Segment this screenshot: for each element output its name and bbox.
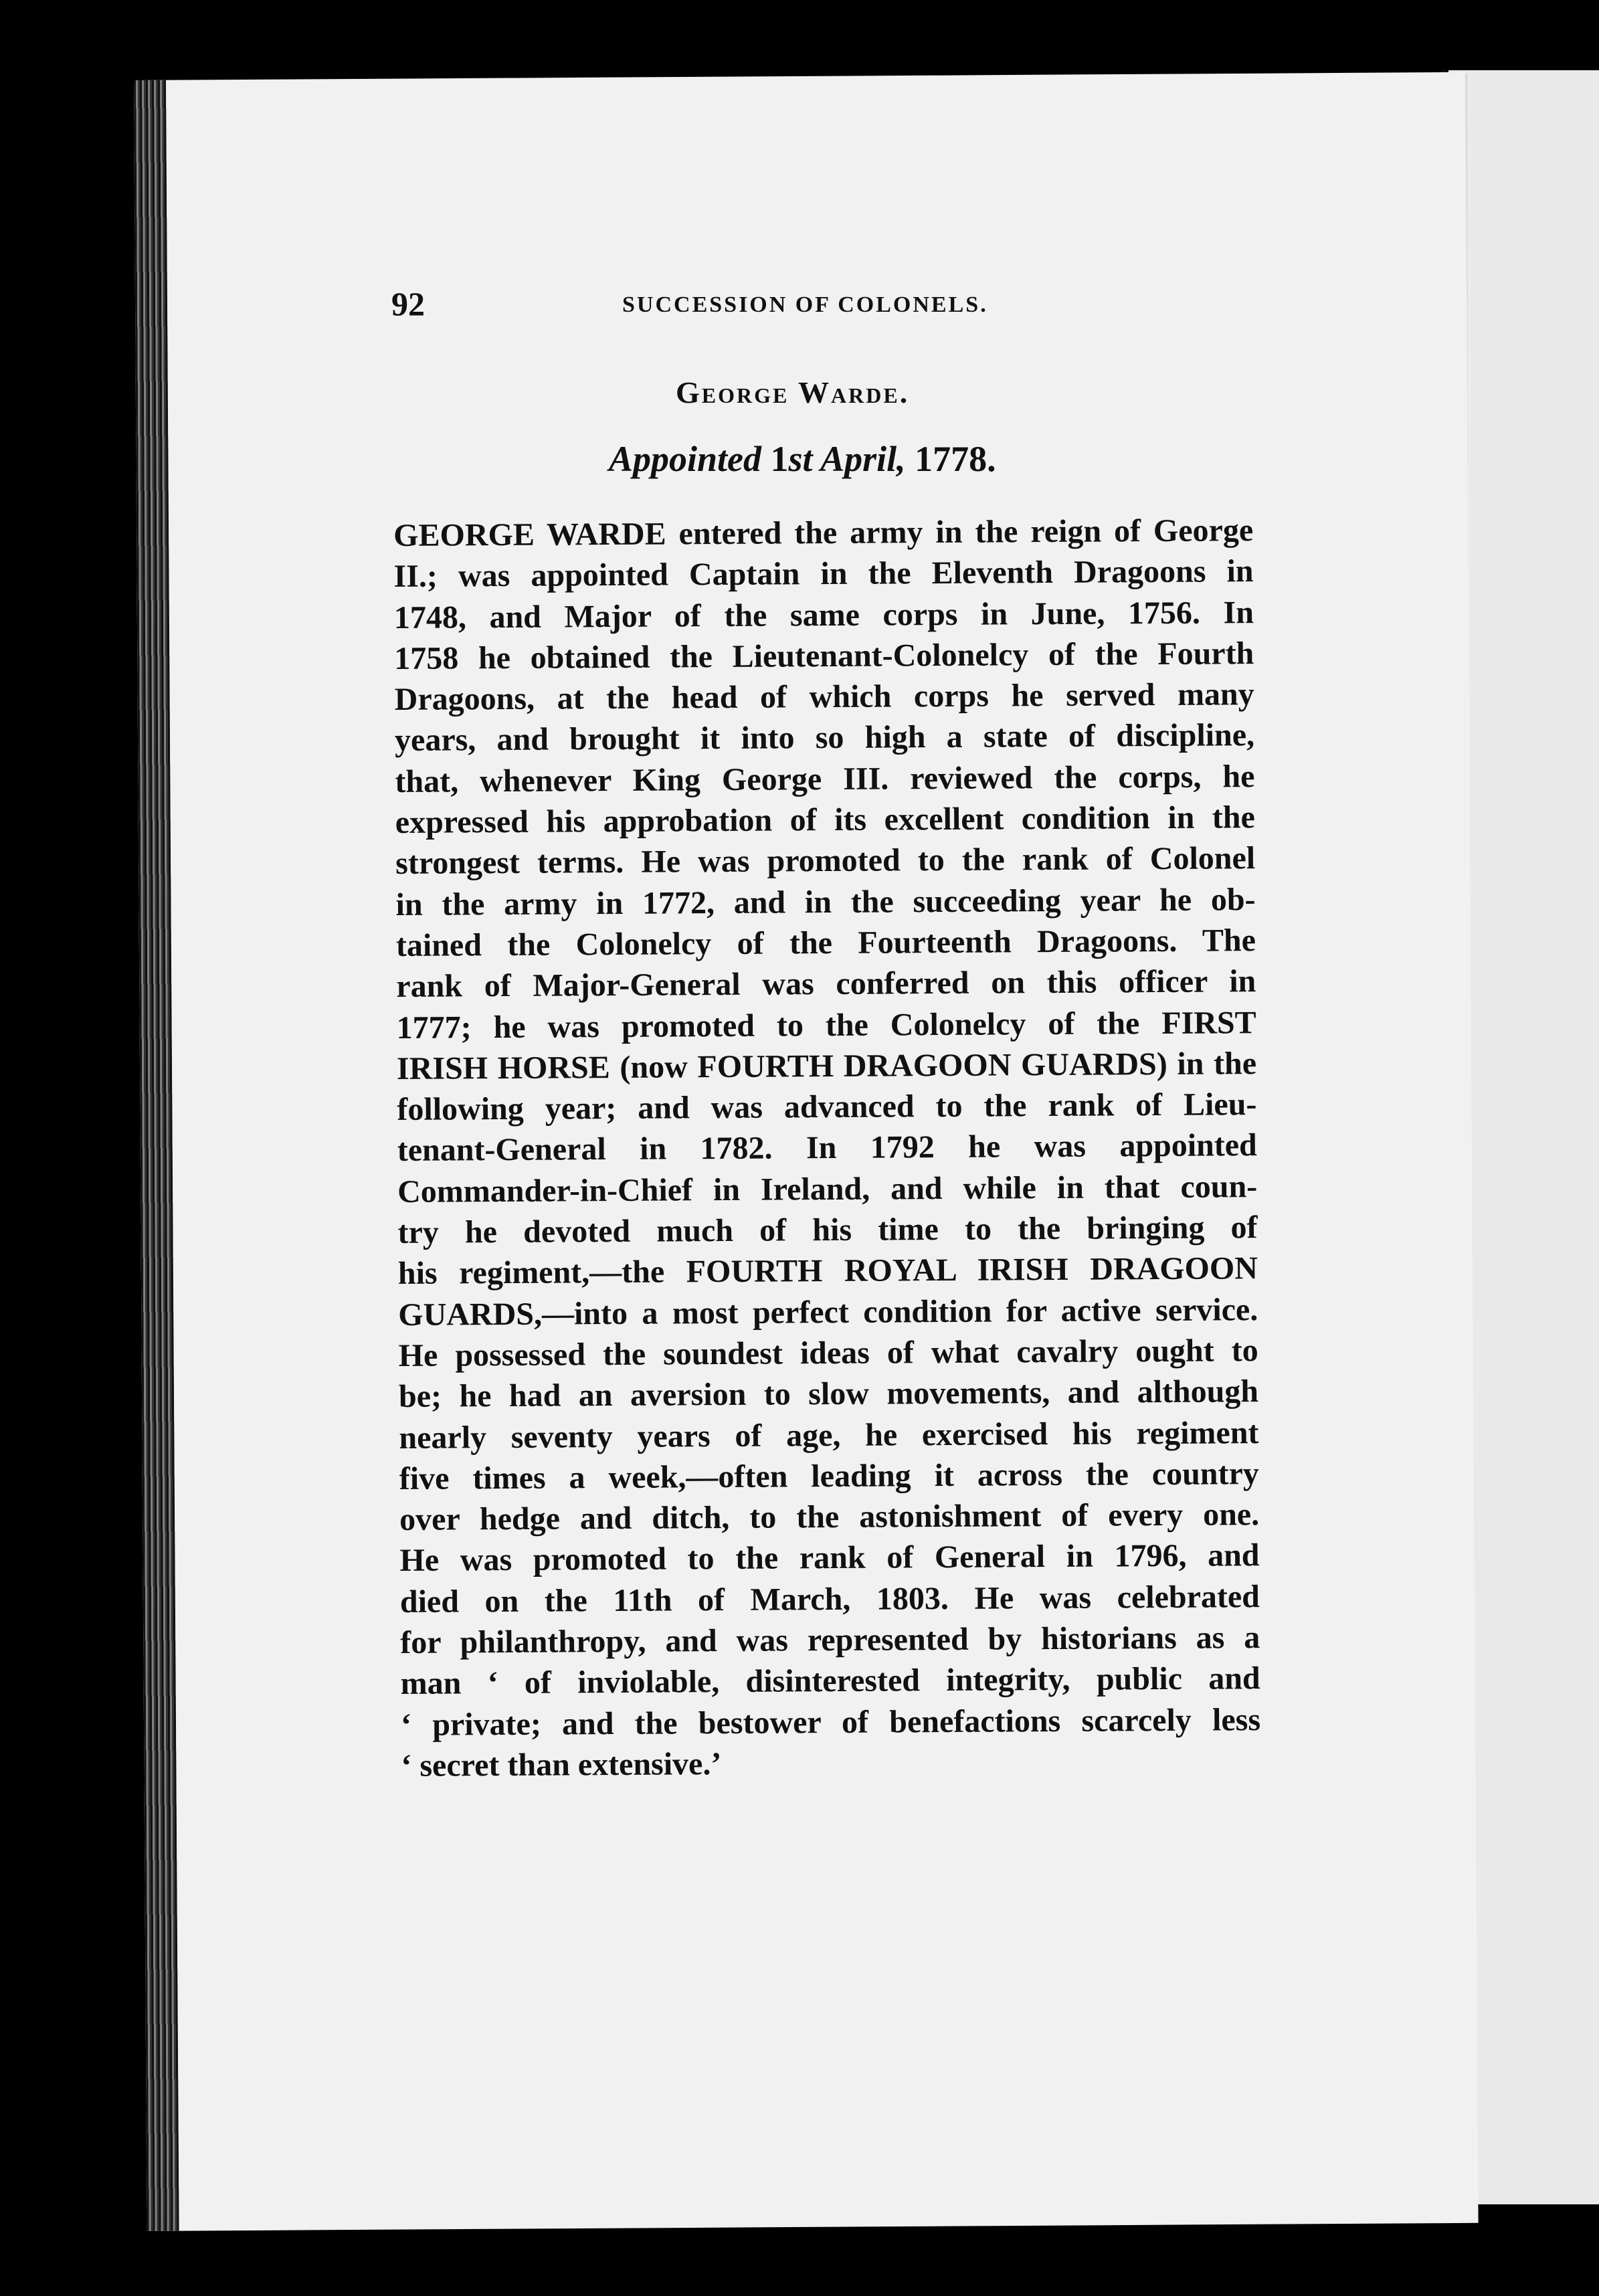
body-line: GUARDS,—into a most perfect condition for active service.: [398, 1291, 1258, 1333]
body-line: II.; was appointed Captain in the Eleventh Dragoons in: [393, 553, 1254, 595]
body-line: 1758 he obtained the Lieutenant-Colonelcy of the Fourth: [394, 636, 1254, 676]
body-line: Commander-in-Chief in Ireland, and while in that coun-: [397, 1168, 1258, 1210]
body-line: be; he had an aversion to slow movements, and although: [398, 1373, 1259, 1415]
body-line: He possessed the soundest ideas of what cavalry ought to: [398, 1333, 1258, 1373]
body-line: expressed his approbation of its excellent condition in the: [395, 799, 1255, 841]
body-line: five times a week,—often leading it across the country: [399, 1455, 1259, 1497]
entry-title: George Warde.: [676, 375, 910, 409]
body-line: for philanthropy, and was represented by historians as a: [400, 1620, 1260, 1660]
body-line: that, whenever King George III. reviewed the corps, he: [395, 758, 1255, 799]
body-line: He was promoted to the rank of General in 1796, and: [399, 1537, 1260, 1579]
body-line: ‘ secret than extensive.’: [401, 1745, 722, 1784]
body-line: IRISH HORSE (now FOURTH DRAGOON GUARDS) in the: [396, 1045, 1257, 1086]
body-line: years, and brought it into so high a state of discipline,: [394, 717, 1255, 759]
body-line: nearly seventy years of age, he exercised his regiment: [399, 1414, 1259, 1456]
appointment-ordinal: st: [788, 439, 813, 479]
appointment-date: [609, 438, 996, 480]
body-line: strongest terms. He was promoted to the rank of Colonel: [395, 840, 1256, 882]
appointment-month: April,: [820, 439, 906, 479]
body-line: his regiment,—the FOURTH ROYAL IRISH DRAGOON: [397, 1250, 1258, 1292]
page-header: [391, 284, 1020, 331]
page-number: 92: [391, 285, 425, 322]
body-line: try he devoted much of his time to the bringing of: [397, 1210, 1258, 1251]
body-line: rank of Major-General was conferred on this officer in: [396, 963, 1256, 1005]
appointment-year: 1778.: [915, 439, 996, 479]
body-line: 1777; he was promoted to the Colonelcy of the FIRST: [396, 1004, 1256, 1046]
body-line: tenant-General in 1782. In 1792 he was appointed: [397, 1127, 1257, 1169]
body-line: man ‘ of inviolable, disinterested integrity, public and: [400, 1660, 1260, 1702]
appointment-label: Appointed: [609, 439, 762, 479]
body-line: ‘ private; and the bestower of benefactions scarcely less: [400, 1701, 1261, 1743]
body-line: died on the 11th of March, 1803. He was celebrated: [399, 1578, 1260, 1620]
body-line: 1748, and Major of the same corps in June, 1756. In: [393, 594, 1254, 636]
body-line: GEORGE WARDE entered the army in the reign of George: [393, 512, 1254, 553]
body-line: in the army in 1772, and in the succeeding year he ob-: [395, 881, 1256, 923]
body-paragraph: [393, 510, 1261, 1786]
body-line: Dragoons, at the head of which corps he served many: [394, 676, 1254, 718]
appointment-day: 1: [770, 439, 789, 479]
body-line: tained the Colonelcy of the Fourteenth Dragoons. The: [395, 923, 1256, 963]
running-head: SUCCESSION OF COLONELS.: [622, 292, 988, 317]
body-line: following year; and was advanced to the rank of Lieu-: [397, 1086, 1257, 1128]
body-line: over hedge and ditch, to the astonishment of every one.: [399, 1497, 1260, 1538]
